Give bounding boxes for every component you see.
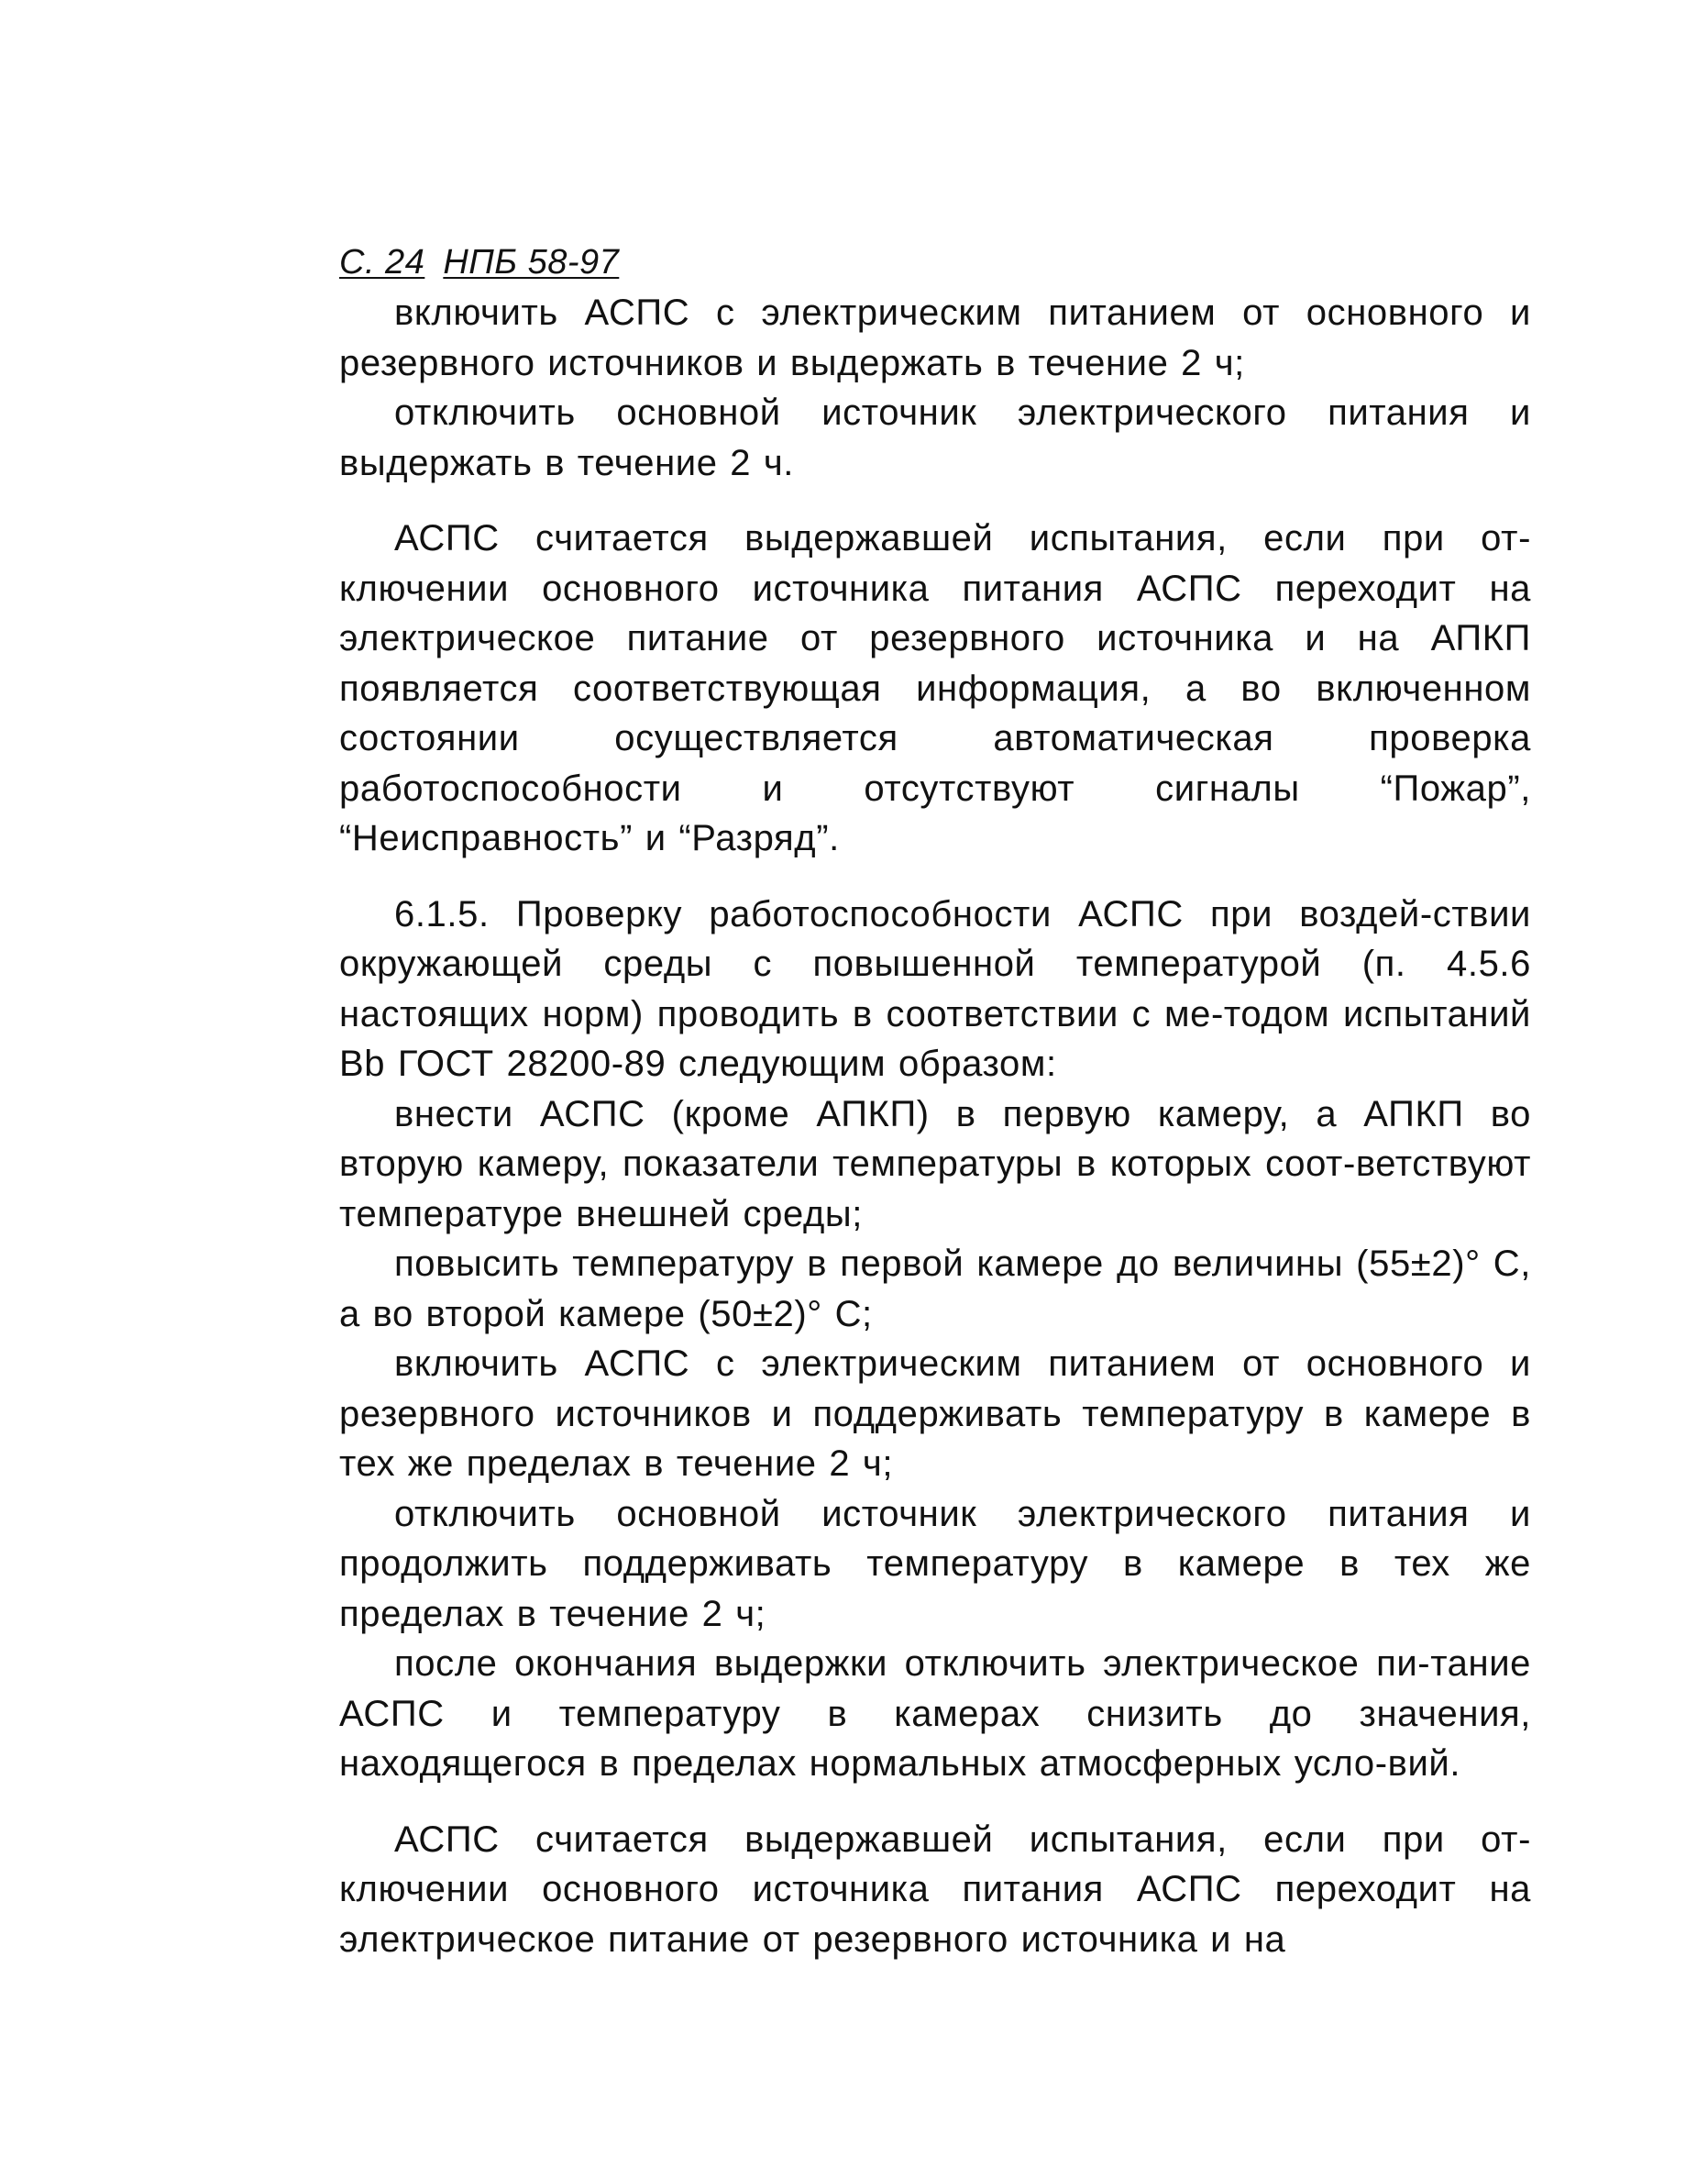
document-page [339, 240, 1531, 1964]
paragraph: внести АСПС (кроме АПКП) в первую камеру, а АПКП во вторую камеру, показатели температуры в которых соот-ветствуют температуре внешней среды; [339, 1093, 1531, 1234]
paragraph: включить АСПС с электрическим питанием от основного и резервного источников и поддерживать температуру в камере в тех же пределах в течение 2 ч; [339, 1343, 1531, 1484]
page-number: С. 24 [339, 243, 425, 282]
paragraph: включить АСПС с электрическим питанием от основного и резервного источников и выдержать в течение 2 ч; [339, 293, 1531, 383]
running-header [339, 240, 1531, 284]
paragraph: отключить основной источник электрического питания и выдержать в течение 2 ч. [339, 392, 1531, 483]
section-paragraph-6-1-5: 6.1.5. Проверку работоспособности АСПС при воздей-ствии окружающей среды с повышенной температурой (п. 4.5.6 настоящих норм) проводить в соответствии с ме-тодом испытаний Bb ГОСТ 28200-89 следующим образом: [339, 893, 1531, 1084]
document-code: НПБ 58-97 [443, 243, 620, 282]
paragraph: после окончания выдержки отключить электрическое пи-тание АСПС и температуру в камерах снизить до значения, находящегося в пределах нормальных атмосферных усло-вий. [339, 1643, 1531, 1784]
paragraph: повысить температуру в первой камере до величины (55±2)° С, а во второй камере (50±2)° С; [339, 1244, 1531, 1334]
paragraph: АСПС считается выдержавшей испытания, если при от-ключении основного источника питания АСПС переходит на электрическое питание от резервного источника и на [339, 1819, 1531, 1960]
paragraph: отключить основной источник электрического питания и продолжить поддерживать температуру в камере в тех же пределах в течение 2 ч; [339, 1493, 1531, 1634]
paragraph: АСПС считается выдержавшей испытания, если при от-ключении основного источника питания АСПС переходит на электрическое питание от резервного источника и на АПКП появляется соответствующая информация, а во включенном состоянии осуществляется автоматическая проверка работоспособности и отсутствуют сигналы “Пожар”, “Неисправность” и “Разряд”. [339, 518, 1531, 858]
